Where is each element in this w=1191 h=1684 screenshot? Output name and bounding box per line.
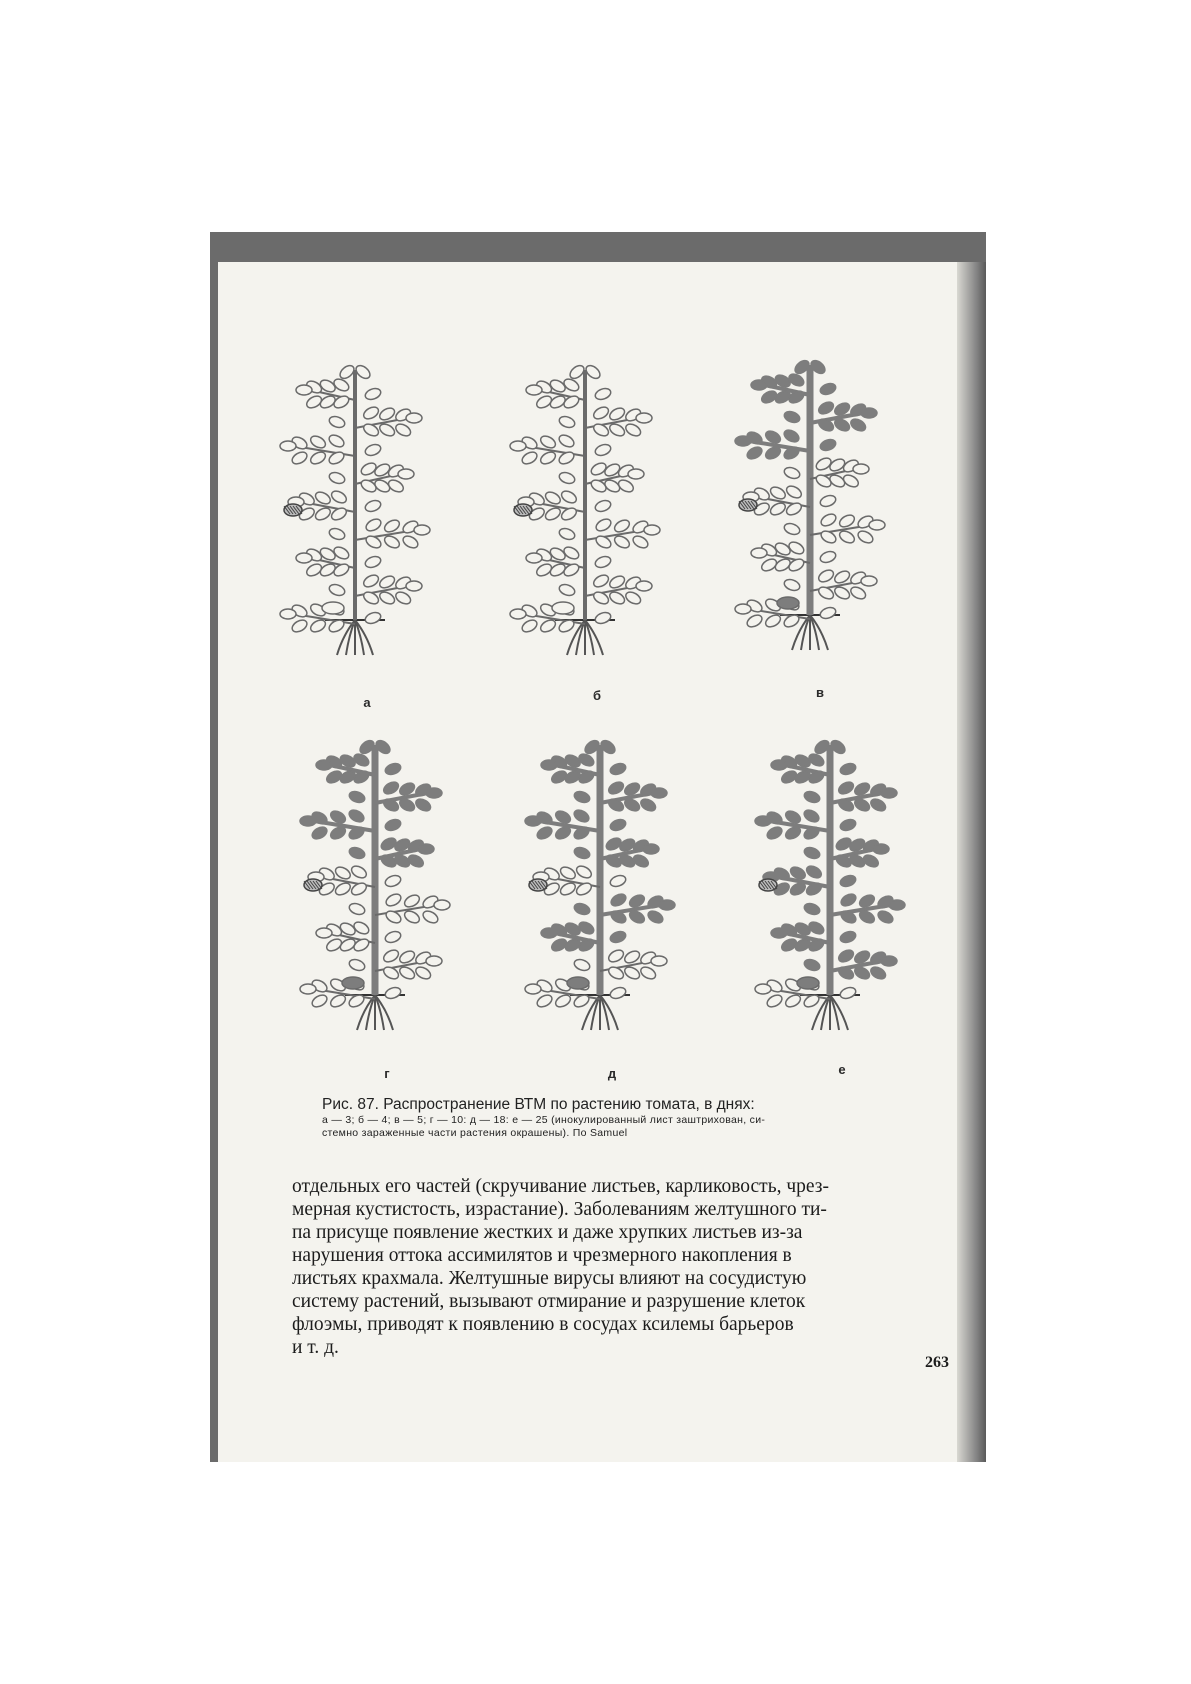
plant-panel-c: [725, 355, 895, 685]
caption-detail-line: стемно зараженные части растения окрашены). По Samuel: [322, 1127, 628, 1139]
panel-label-e: д: [607, 1066, 617, 1081]
text-line: флоэмы, приводят к появлению в сосудах ксилемы барьеров: [292, 1314, 794, 1335]
page-number: 263: [925, 1354, 949, 1371]
text-line: па присуще появление жестких и даже хрупких листьев из-за: [292, 1222, 803, 1243]
panel-label-c: в: [816, 685, 824, 700]
figure-caption: [322, 1096, 932, 1140]
caption-detail: [322, 1114, 932, 1140]
panel-label-a: а: [363, 695, 371, 710]
caption-detail-line: а — 3; б — 4; в — 5; г — 10: д — 18: е — 25 (инокулированный лист заштрихован, си-: [322, 1114, 766, 1126]
plant-panel-b: [500, 360, 670, 690]
text-line: нарушения оттока ассимилятов и чрезмерного накопления в: [292, 1245, 792, 1266]
panel-label-f: е: [838, 1062, 846, 1077]
text-line: листьях крахмала. Желтушные вирусы влияют на сосудистую: [292, 1268, 807, 1289]
plant-panel-f: [745, 735, 915, 1065]
body-paragraph: [292, 1175, 952, 1359]
plant-panel-e: [515, 735, 685, 1065]
panel-label-d: г: [384, 1066, 390, 1081]
plant-panel-a: [270, 360, 440, 690]
text-line: мерная кустистость, израстание). Заболеваниям желтушного ти-: [292, 1199, 827, 1220]
panel-label-b: б: [592, 688, 602, 703]
text-line: систему растений, вызывают отмирание и разрушение клеток: [292, 1291, 806, 1312]
page-gutter: [957, 262, 986, 1462]
caption-title: Рис. 87. Распространение ВТМ по растению томата, в днях:: [322, 1096, 755, 1113]
plant-panel-d: [290, 735, 460, 1065]
text-line: отдельных его частей (скручивание листьев, карликовость, чрез-: [292, 1176, 829, 1197]
text-line: и т. д.: [292, 1337, 339, 1358]
